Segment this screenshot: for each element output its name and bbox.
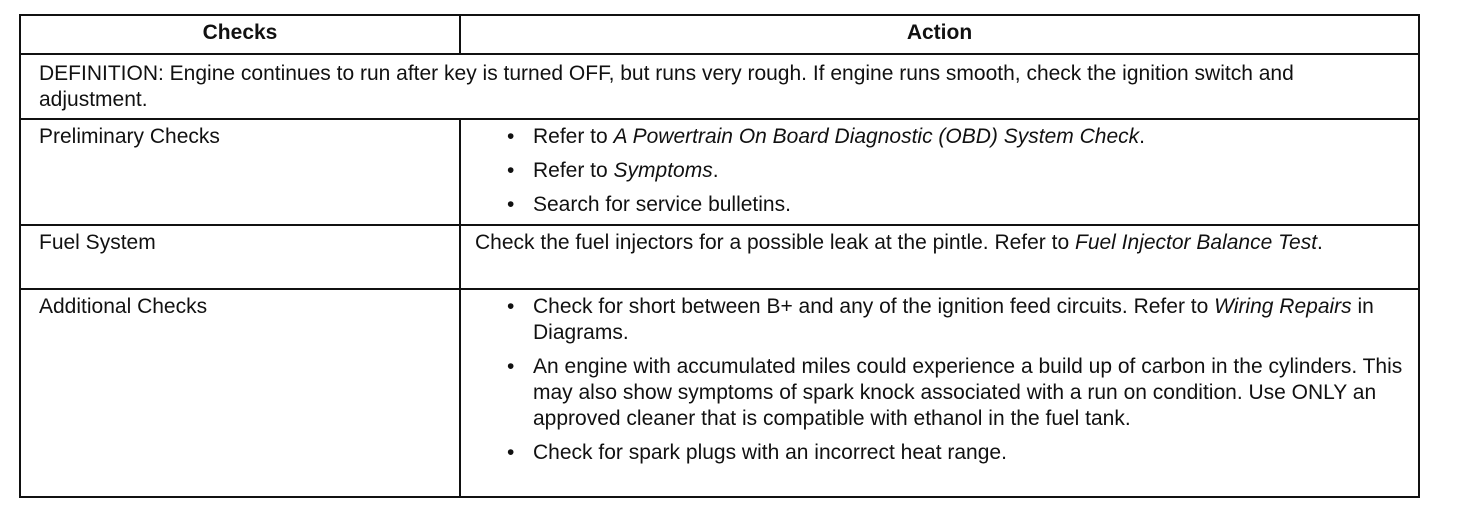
reference-link-text: A Powertrain On Board Diagnostic (OBD) System Check: [613, 125, 1140, 148]
header-action: Action: [906, 21, 973, 44]
action-text: Check the fuel injectors for a possible leak at the pintle. Refer to: [475, 231, 1075, 254]
list-item: [507, 354, 1406, 432]
bullet-text: Check for short between B+ and any of the ignition feed circuits. Refer to: [533, 295, 1215, 318]
bullet-icon: •: [507, 441, 515, 464]
check-label: Fuel System: [21, 226, 461, 288]
table-row: [21, 224, 1418, 288]
check-label: Additional Checks: [21, 290, 461, 496]
header-checks: Checks: [21, 16, 461, 53]
definition-row: [21, 53, 1418, 118]
bullet-suffix: in Diagrams.: [533, 295, 1374, 344]
action-suffix: .: [1317, 231, 1323, 254]
list-item: [507, 158, 1406, 184]
header-row: [21, 16, 1418, 53]
list-item: [507, 124, 1406, 150]
bullet-icon: •: [507, 125, 515, 148]
bullet-icon: •: [507, 295, 515, 318]
bullet-text: Search for service bulletins.: [533, 193, 791, 216]
action-cell: [461, 226, 1418, 288]
diagnostic-table: [19, 14, 1420, 498]
bullet-text: Refer to: [533, 159, 614, 182]
bullet-suffix: .: [1139, 125, 1145, 148]
bullet-list: [475, 294, 1406, 466]
table-row: [21, 118, 1418, 224]
check-label: Preliminary Checks: [21, 120, 461, 224]
bullet-icon: •: [507, 355, 515, 378]
bullet-icon: •: [507, 159, 515, 182]
bullet-text: Refer to: [533, 125, 614, 148]
reference-link-text: Wiring Repairs: [1214, 295, 1352, 318]
action-cell: [461, 120, 1418, 224]
reference-link-text: Fuel Injector Balance Test: [1075, 231, 1318, 254]
bullet-icon: •: [507, 193, 515, 216]
definition-text: DEFINITION: Engine continues to run after key is turned OFF, but runs very rough. If engine runs smooth, check the ignition switch and adjustment.: [39, 62, 1294, 111]
list-item: [507, 192, 1406, 218]
reference-link-text: Symptoms: [613, 159, 713, 182]
bullet-text: Check for spark plugs with an incorrect heat range.: [533, 441, 1007, 464]
table-row: [21, 288, 1418, 496]
action-cell: [461, 290, 1418, 496]
bullet-text: An engine with accumulated miles could experience a build up of carbon in the cylinders. This may also show symptoms of spark knock associated with a run on condition. Use ONLY an approved cleaner that is compatible with ethanol in the fuel tank.: [533, 355, 1403, 430]
list-item: [507, 440, 1406, 466]
bullet-suffix: .: [712, 159, 719, 182]
bullet-list: [475, 124, 1406, 218]
list-item: [507, 294, 1406, 346]
